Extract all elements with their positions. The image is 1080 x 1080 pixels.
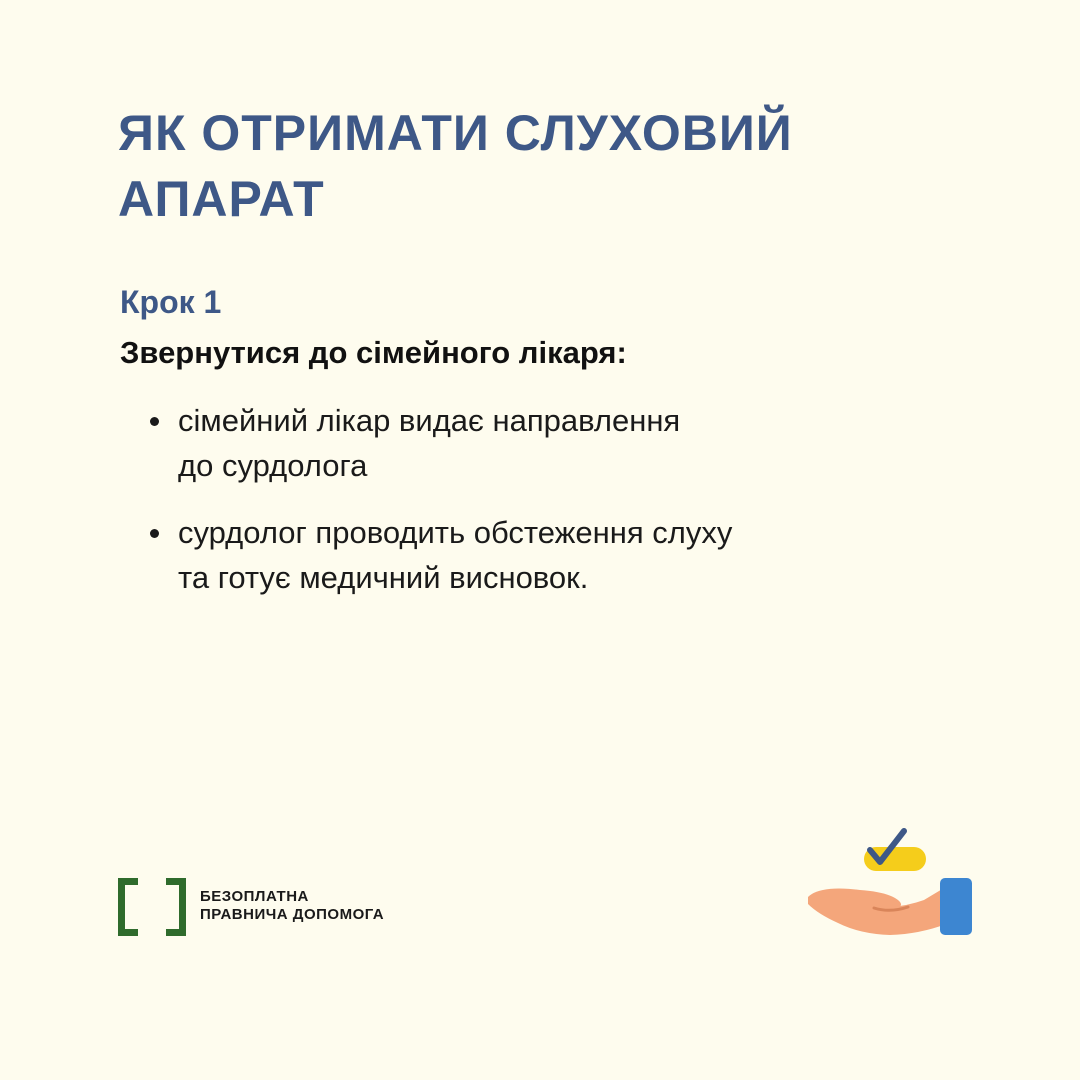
bullet-text [178, 398, 906, 488]
hand-shape [808, 888, 946, 935]
bullet-line: до сурдолога [178, 448, 368, 483]
title-line-1: ЯК ОТРИМАТИ СЛУХОВИЙ [118, 105, 793, 161]
step-heading: Звернутися до сімейного лікаря: [120, 335, 627, 370]
hand-with-checkmark-icon [800, 822, 980, 942]
list-item [146, 398, 906, 488]
step-bullet-list [146, 398, 906, 622]
hand-with-checkmark-svg [800, 822, 980, 942]
step-label: Крок 1 [120, 284, 222, 320]
title-line-2: АПАРАТ [118, 171, 325, 227]
logo-bracket-right-icon [166, 878, 186, 936]
bullet-dot-icon [150, 529, 159, 538]
logo-line-1: БЕЗОПЛАТНА [200, 888, 309, 905]
logo-text [200, 888, 384, 924]
bullet-line: сурдолог проводить обстеження слуху [178, 515, 733, 550]
logo-line-2: ПРАВНИЧА ДОПОМОГА [200, 906, 385, 923]
logo-bracket-left-icon [118, 878, 138, 936]
bullet-dot-icon [150, 417, 159, 426]
sleeve-cuff [940, 878, 972, 935]
bullet-line: та готує медичний висновок. [178, 560, 589, 595]
organization-logo [118, 878, 438, 938]
bullet-line: сімейний лікар видає направлення [178, 403, 681, 438]
bullet-text [178, 510, 906, 600]
page-title [118, 100, 918, 232]
list-item [146, 510, 906, 600]
